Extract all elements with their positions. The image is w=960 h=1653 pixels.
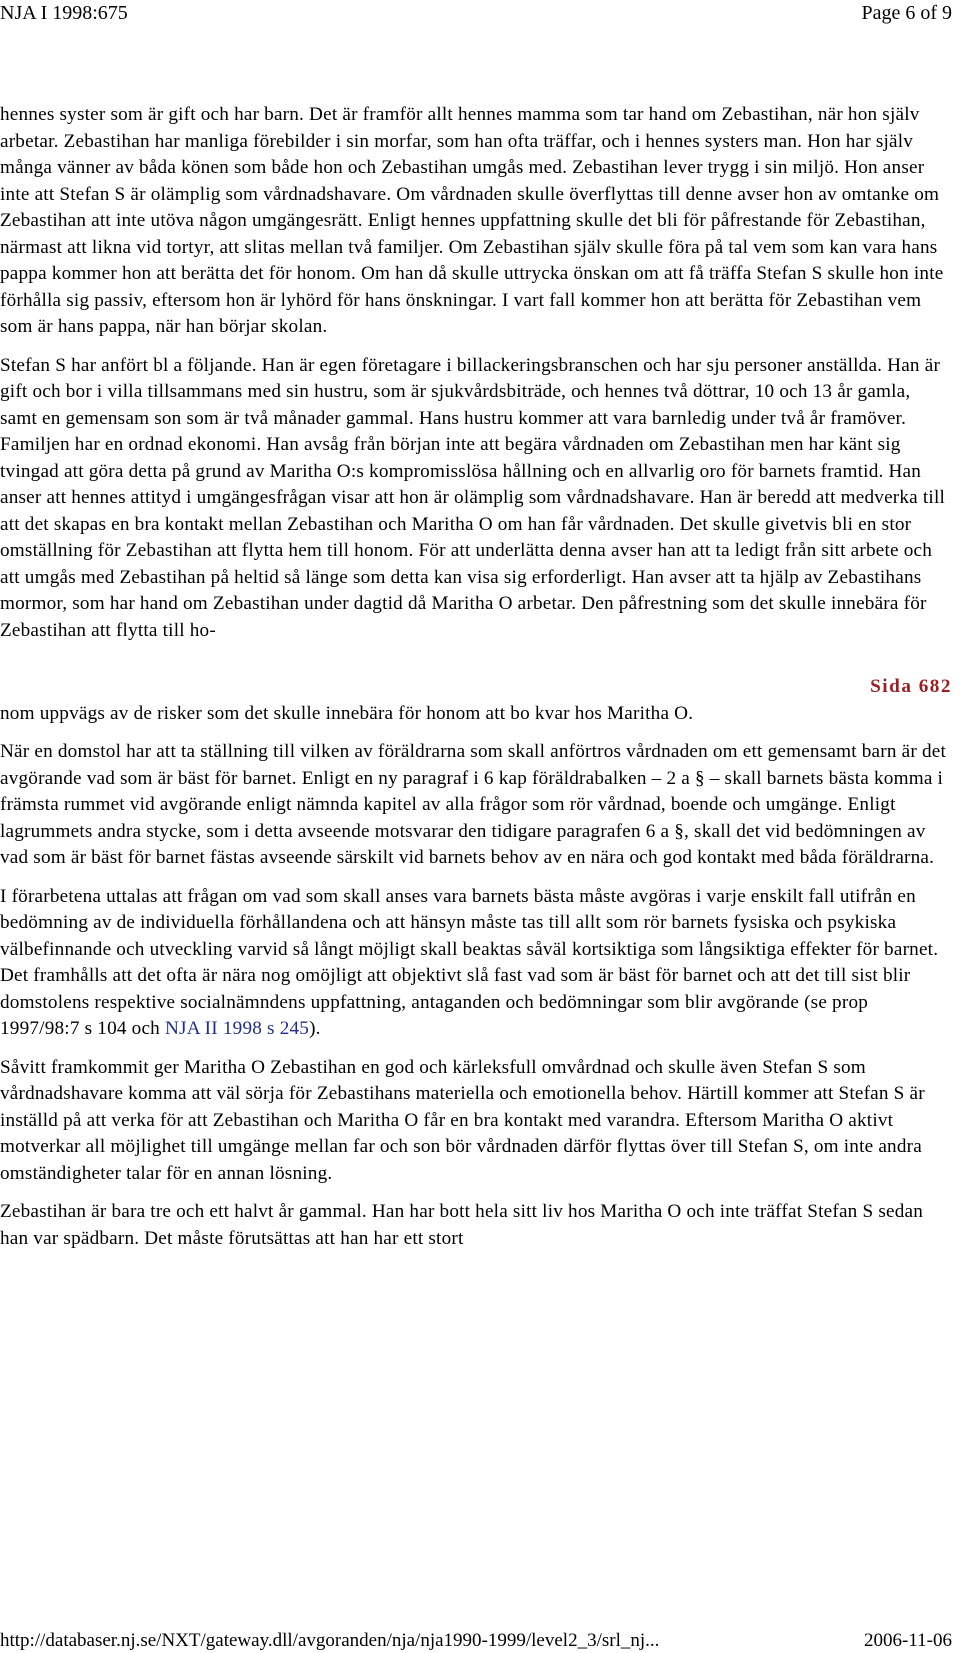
paragraph-father-statement: Stefan S har anfört bl a följande. Han är egen företagare i billackeringsbranschen och har sju personer anställda. Han är gift och bor i villa tillsammans med sin hustru, som är sjukvårdsbiträde, och hennes två döttrar, 10 och 13 år gamla, samt en gemensam son som är två månader gammal. Hans hustru kommer att vara barnledig under två år framöver. Familjen har en ordnad ekonomi. Han avsåg från början inte att begära vårdnaden om Zebastihan men har känt sig tvingad att göra detta på grund av Maritha O:s kompromisslösa hållning och en allvarlig oro för barnets framtid. Han anser att hennes attityd i umgängesfrågan visar att hon är olämplig som vårdnadshavare. Han är beredd att medverka till att det skapas en bra kontakt mellan Zebastihan och Maritha O om han får vårdnaden. Det skulle givetvis bli en stor omställning för Zebastihan att flytta hem till honom. För att underlätta denna avser han att ta ledigt från sitt arbete och att umgås med Zebastihan på heltid så länge som detta kan visa sig erforderligt. Han avser att ta hjälp av Zebastihans mormor, som har hand om Zebastihan under dagtid då Maritha O arbetar. Den påfrestning som det skulle innebära för Zebastihan att flytta till ho- [0,354,946,641]
paragraph-preparatory-works [0,884,952,1043]
paragraph-continuation: nom uppvägs av de risker som det skulle innebära för honom att bo kvar hos Maritha O. [0,702,694,724]
page-footer [0,1629,952,1653]
page-marker: Sida 682 [870,676,952,697]
paragraph-legal-principle: När en domstol har att ta ställning till vilken av föräldrarna som skall anförtros vårdnaden om ett gemensamt barn är det avgörande vad som är bäst för barnet. Enligt en ny paragraf i 6 kap föräldrabalken – 2 a § – skall barnets bästa komma i främsta rummet vid avgörande enligt nämnda kapitel av alla frågor som rör vårdnad, boende och umgänge. Enligt lagrummets andra stycke, som i detta avseende motsvarar den tidigare paragrafen 6 a §, skall det vid bedömningen av vad som är bäst för barnet fästas avseende särskilt vid barnets behov av en nära och god kontakt med båda föräldrarna. [0,741,946,868]
source-url: http://databaser.nj.se/NXT/gateway.dll/avgoranden/nja/nja1990-1999/level2_3/srl_nj... [0,1630,660,1651]
print-date: 2006-11-06 [864,1630,952,1651]
paragraph-assessment: Såvitt framkommit ger Maritha O Zebastihan en god och kärleksfull omvårdnad och skulle även Stefan S som vårdnadshavare komma att väl sörja för Zebastihans materiella och emotionella behov. Härtill kommer att Stefan S är inställd på att verka för att Zebastihan och Maritha O får en bra kontakt med varandra. Eftersom Maritha O aktivt motverkar all möjlighet till umgänge mellan far och son bör vårdnaden därför flyttas över till Stefan S, om inte andra omständigheter talar för en annan lösning. [0,1056,925,1184]
paragraph-preparatory-works-end: ). [309,1018,321,1039]
page-number: Page 6 of 9 [861,2,952,24]
document-body [0,102,952,1264]
paragraph-preparatory-works-text: I förarbetena uttalas att frågan om vad som skall anses vara barnets bästa måste avgöras i varje enskilt fall utifrån en bedömning av de individuella förhållandena och att hänsyn måste tas till allt som rör barnets fysiska och psykiska välbefinnande och utveckling varvid så långt möjligt skall beaktas såväl kortsiktiga som långsiktiga effekter för barnet. Det framhålls att det ofta är nära nog omöjligt att objektivt slå fast vad som är bäst för barnet och att det till sist blir domstolens respektive socialnämndens uppfattning, antaganden och bedömningar som blir avgörande (se prop 1997/98:7 s 104 och [0,885,939,1039]
case-reference-link[interactable]: NJA II 1998 s 245 [164,1018,310,1039]
paragraph-mother-statement: hennes syster som är gift och har barn. Det är framför allt hennes mamma som tar hand om Zebastihan, när hon själv arbetar. Zebastihan har manliga förebilder i sin morfar, som han ofta träffar, och i hennes systers man. Hon har själv många vänner av båda könen som både hon och Zebastihan umgås med. Zebastihan lever trygg i sin miljö. Hon anser inte att Stefan S är olämplig som vårdnadshavare. Om vårdnaden skulle överflyttas till denne avser hon av omtanke om Zebastihan att inte utöva någon umgängesrätt. Enligt hennes uppfattning skulle det bli för påfrestande för Zebastihan, närmast att likna vid tortyr, att slitas mellan två familjer. Om Zebastihan själv skulle föra på tal vem som kan vara hans pappa kommer hon att berätta det för honom. Om han då skulle uttrycka önskan om att få träffa Stefan S skulle hon inte förhålla sig passiv, eftersom hon är lyhörd för hans önskningar. I vart fall kommer hon att berätta för Zebastihan vem som är hans pappa, när han börjar skolan. [0,104,944,337]
document-reference: NJA I 1998:675 [0,2,128,24]
paragraph-child-situation: Zebastihan är bara tre och ett halvt år gammal. Han har bott hela sitt liv hos Maritha O och inte träffat Stefan S sedan han var spädbarn. Det måste förutsättas att han har ett stort [0,1201,924,1249]
page-header [0,0,952,26]
